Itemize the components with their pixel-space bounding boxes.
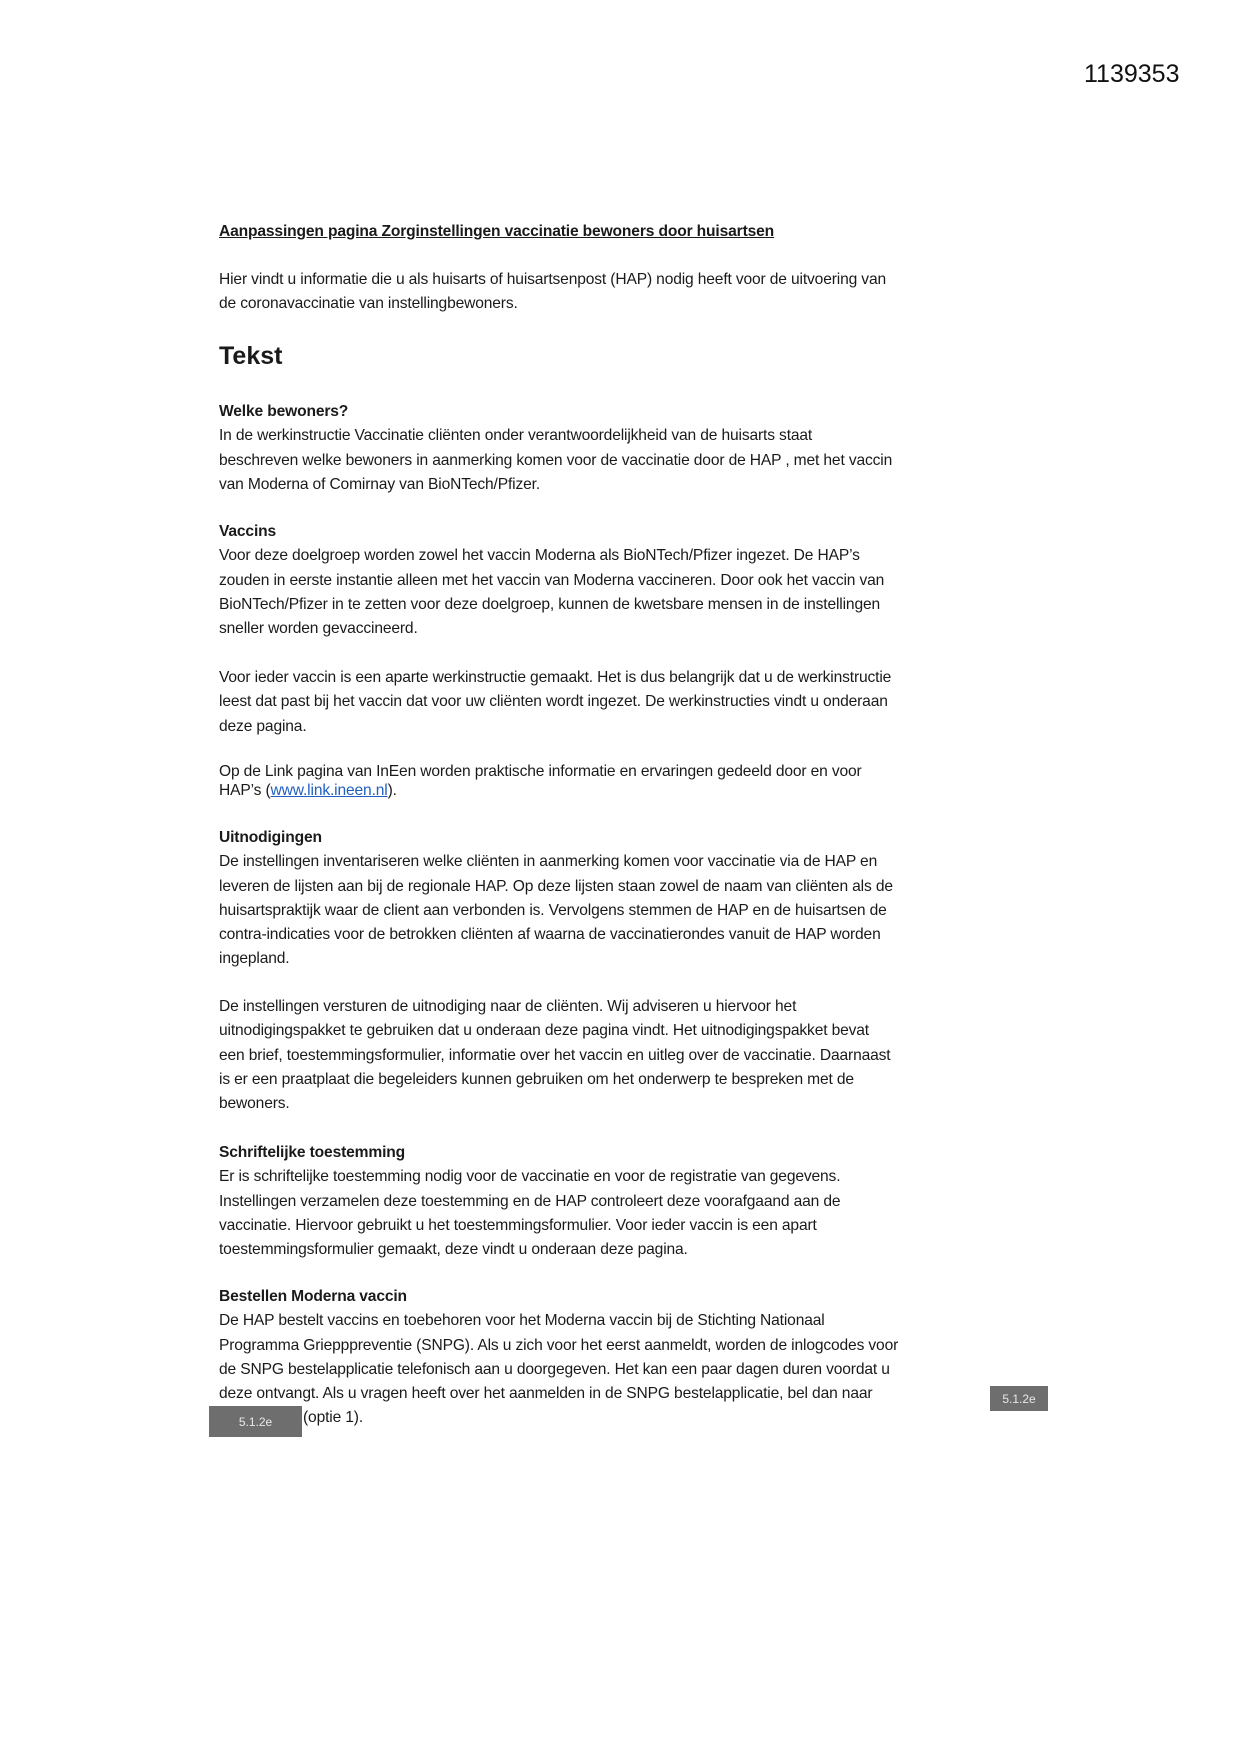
section-uitnodigingen	[219, 826, 1059, 972]
heading-tekst: Tekst	[219, 342, 283, 370]
line: de SNPG bestelapplicatie telefonisch aan u doorgegeven. Het kan een paar dagen duren voordat u	[219, 1360, 890, 1378]
subheading: Bestellen Moderna vaccin	[219, 1288, 407, 1305]
line: Voor deze doelgroep worden zowel het vaccin Moderna als BioNTech/Pfizer ingezet. De HAP’s	[219, 547, 860, 565]
line: leest dat past bij het vaccin dat voor uw cliënten wordt ingezet. De werkinstructies vindt u onderaan	[219, 693, 888, 711]
text: ).	[387, 782, 397, 799]
line: is er een praatplaat die begeleiders kunnen gebruiken om het onderwerp te bespreken met de	[219, 1070, 854, 1088]
line: De instellingen inventariseren welke cliënten in aanmerking komen voor vaccinatie via de HAP en	[219, 853, 878, 871]
line: De instellingen versturen de uitnodiging naar de cliënten. Wij adviseren u hiervoor het	[219, 998, 797, 1015]
line: vaccinatie. Hiervoor gebruikt u het toestemmingsformulier. Voor ieder vaccin is een apart	[219, 1216, 817, 1234]
line: deze ontvangt. Als u vragen heeft over het aanmelden in de SNPG bestelapplicatie, bel dan naar	[219, 1385, 873, 1403]
line: toestemmingsformulier gemaakt, deze vindt u onderaan deze pagina.	[219, 1241, 688, 1259]
line: ingepland.	[219, 950, 290, 968]
document-number: 1139353	[1084, 60, 1180, 88]
redaction-box: 5.1.2e	[209, 1406, 302, 1437]
line: een brief, toestemmingsformulier, informatie over het vaccin en uitleg over de vaccinatie. Daarnaast	[219, 1046, 891, 1064]
section-heading	[219, 342, 1059, 371]
paragraph-uitnodiging	[219, 995, 1059, 1116]
link-ineen[interactable]: www.link.ineen.nl	[270, 782, 388, 799]
subheading: Schriftelijke toestemming	[219, 1144, 406, 1161]
line: Instellingen verzamelen deze toestemming en de HAP controleert deze voorafgaand aan de	[219, 1192, 841, 1210]
text: HAP’s (	[219, 782, 271, 799]
line: BioNTech/Pfizer in te zetten voor deze doelgroep, kunnen de kwetsbare mensen in de instellingen	[219, 595, 881, 613]
line: De HAP bestelt vaccins en toebehoren voor het Moderna vaccin bij de Stichting Nationaal	[219, 1312, 825, 1330]
section-toestemming	[219, 1141, 1059, 1262]
line: de coronavaccinatie van instellingbewoners.	[219, 295, 518, 313]
line: Er is schriftelijke toestemming nodig voor de vaccinatie en voor de registratie van gegevens.	[219, 1168, 841, 1186]
line: In de werkinstructie Vaccinatie cliënten onder verantwoordelijkheid van de huisarts staat	[219, 427, 813, 445]
paragraph-werkinstructie	[219, 666, 1059, 739]
line: huisartspraktijk waar de client aan verbonden is. Vervolgens stemmen de HAP en de huisartsen de	[219, 901, 887, 919]
line: leveren de lijsten aan bij de regionale HAP. Op deze lijsten staan zowel de naam van cliënten als de	[219, 877, 893, 895]
subheading: Vaccins	[219, 523, 277, 540]
line: Voor ieder vaccin is een aparte werkinstructie gemaakt. Het is dus belangrijk dat u de werkinstructie	[219, 669, 892, 686]
line: van Moderna of Comirnay van BioNTech/Pfizer.	[219, 475, 541, 493]
line: beschreven welke bewoners in aanmerking komen voor de vaccinatie door de HAP , met het vaccin	[219, 451, 893, 469]
section-welke-bewoners	[219, 400, 1059, 497]
line: deze pagina.	[219, 717, 307, 735]
paragraph-link	[219, 762, 1059, 800]
line: Op de Link pagina van InEen worden praktische informatie en ervaringen gedeeld door en voor	[219, 763, 862, 780]
intro-paragraph	[219, 268, 1059, 317]
line: uitnodigingspakket te gebruiken dat u onderaan deze pagina vindt. Het uitnodigingspakket bevat	[219, 1022, 869, 1040]
line: bewoners.	[219, 1095, 290, 1113]
line: zouden in eerste instantie alleen met het vaccin van Moderna vaccineren. Door ook het vaccin van	[219, 571, 885, 589]
line: (optie 1).	[303, 1409, 364, 1427]
line	[219, 781, 1059, 800]
subheading: Uitnodigingen	[219, 829, 322, 846]
section-bestellen	[219, 1285, 1059, 1431]
document-title	[219, 220, 1059, 244]
title-text: Aanpassingen pagina Zorginstellingen vaccinatie bewoners door huisartsen	[219, 223, 775, 240]
redaction-box: 5.1.2e	[990, 1386, 1048, 1411]
line: Hier vindt u informatie die u als huisarts of huisartsenpost (HAP) nodig heeft voor de uitvoering van	[219, 271, 887, 288]
line: contra-indicaties voor de betrokken cliënten af waarna de vaccinatierondes vanuit de HAP worden	[219, 926, 881, 944]
subheading: Welke bewoners?	[219, 403, 349, 420]
line: Programma Griepppreventie (SNPG). Als u zich voor het eerst aanmeldt, worden de inlogcodes voor	[219, 1336, 899, 1354]
section-vaccins	[219, 520, 1059, 641]
line: sneller worden gevaccineerd.	[219, 620, 418, 638]
